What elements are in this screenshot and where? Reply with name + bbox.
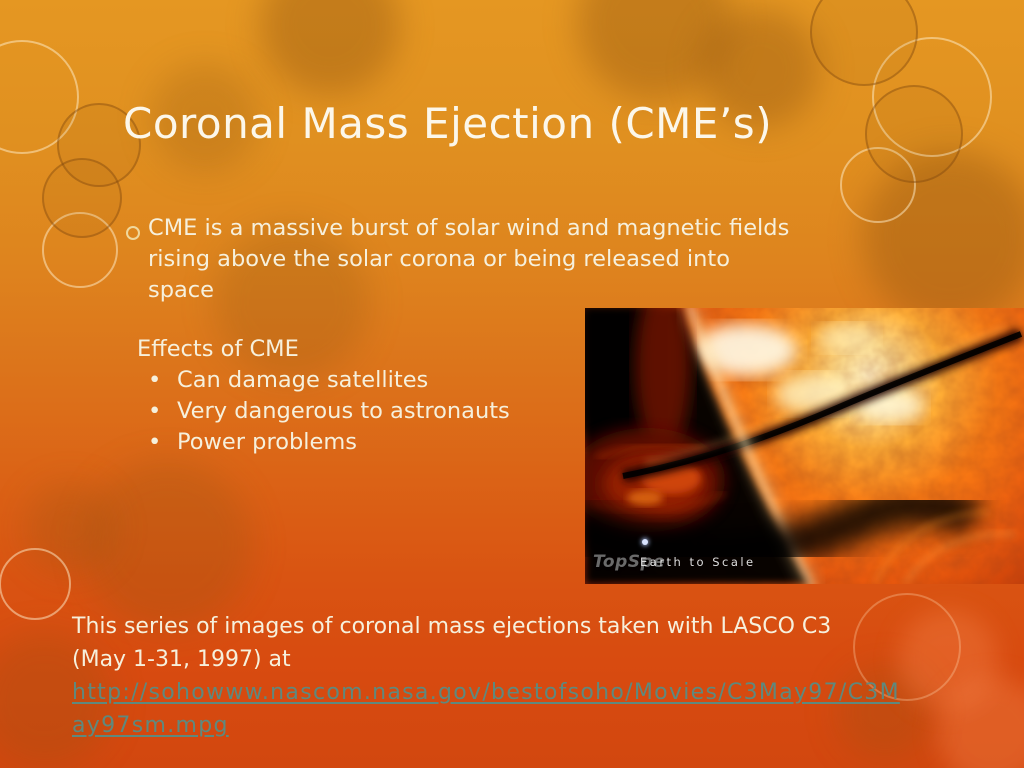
- decorative-circle: [865, 85, 963, 183]
- link-line: http://sohowww.nascom.nasa.gov/bestofsoho/Movies/C3May97/C3M: [72, 680, 900, 705]
- footer-line: This series of images of coronal mass ejections taken with LASCO C3: [72, 614, 832, 639]
- bullet-dot-icon: •: [148, 429, 162, 455]
- cme-description-line: CME is a massive burst of solar wind and magnetic fields: [148, 215, 790, 241]
- soho-movie-link[interactable]: [72, 676, 982, 742]
- sun-cme-photo: [585, 308, 1024, 584]
- list-item: [137, 365, 510, 396]
- circle-bullet-icon: [126, 226, 140, 240]
- footer-line: (May 1-31, 1997) at: [72, 647, 291, 672]
- cme-description-line: space: [148, 277, 215, 303]
- cme-description-line: rising above the solar corona or being released into: [148, 246, 731, 272]
- earth-to-scale-label: Earth to Scale: [640, 555, 756, 569]
- effects-heading: Effects of CME: [137, 336, 299, 362]
- decorative-circle: [0, 548, 71, 620]
- decorative-circle: [42, 158, 122, 238]
- bullet-dot-icon: •: [148, 367, 162, 393]
- decorative-blob: [260, 0, 400, 95]
- earth-dot-icon: [642, 539, 648, 545]
- footer-text: [72, 610, 982, 742]
- cme-description: [148, 213, 938, 306]
- slide-title: Coronal Mass Ejection (CME’s): [123, 99, 773, 148]
- watermark-text: TopSpe: [593, 552, 666, 572]
- bullet-dot-icon: •: [148, 398, 162, 424]
- list-item: [137, 427, 510, 458]
- list-item: [137, 396, 510, 427]
- sun-cme-illustration: [585, 308, 1024, 584]
- effect-label: Very dangerous to astronauts: [177, 398, 510, 424]
- effect-label: Can damage satellites: [177, 367, 429, 393]
- link-line: ay97sm.mpg: [72, 713, 229, 738]
- effect-label: Power problems: [177, 429, 357, 455]
- effects-block: [137, 334, 510, 458]
